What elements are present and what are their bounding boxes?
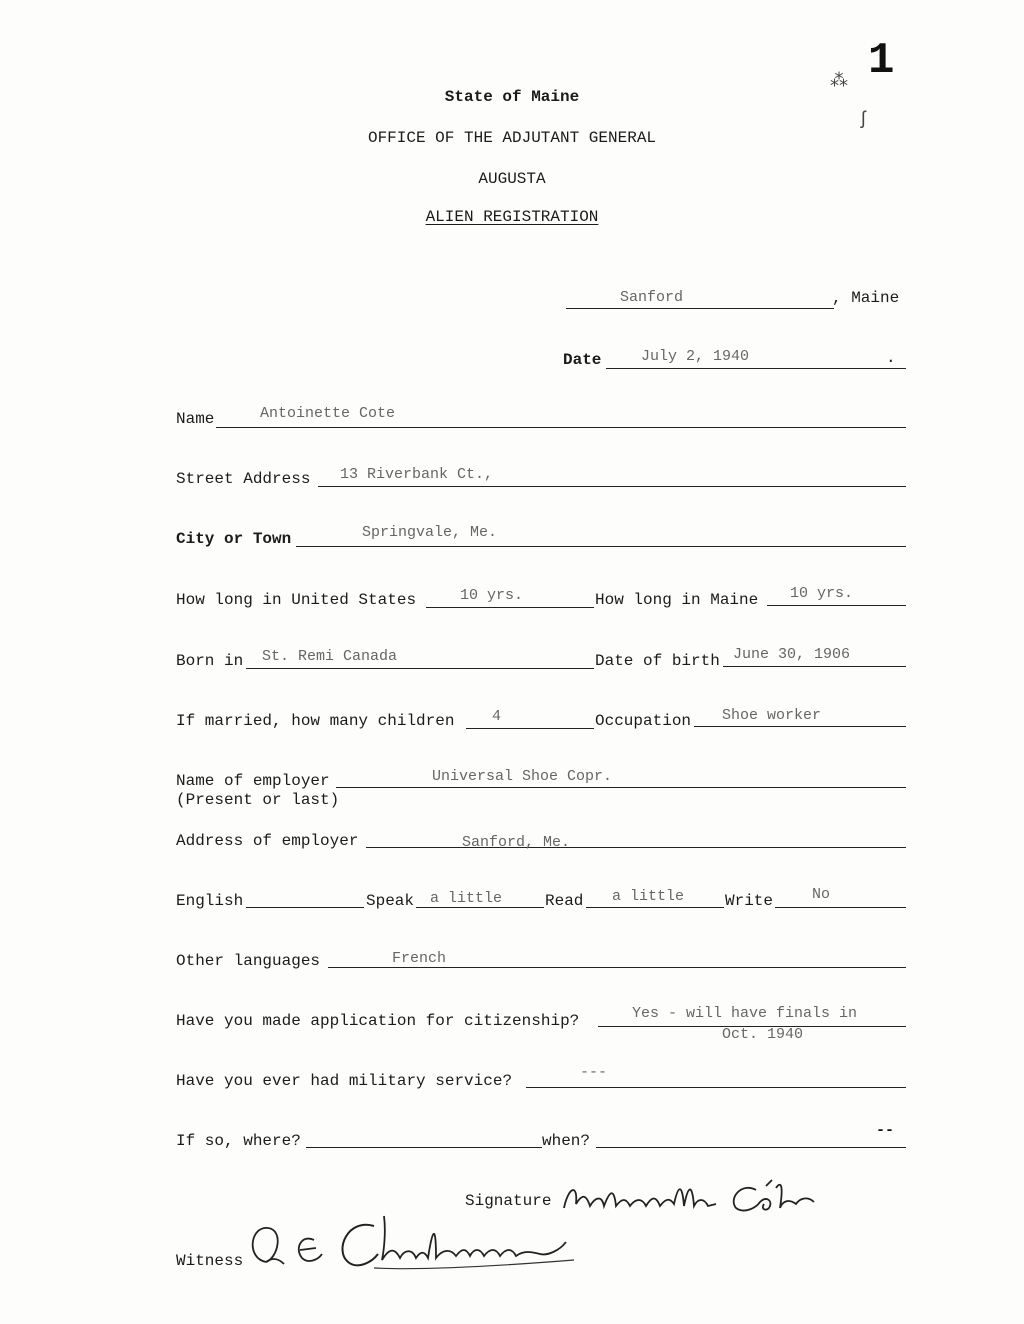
how-long-maine-label: How long in Maine <box>595 591 759 609</box>
city-heading: AUGUSTA <box>478 170 546 188</box>
date-period: . <box>886 349 896 367</box>
born-in-label: Born in <box>176 652 244 670</box>
english-line <box>246 907 364 908</box>
how-long-us-label: How long in United States <box>176 591 417 609</box>
born-in-line <box>246 668 594 669</box>
signature-image <box>556 1168 846 1220</box>
name-value: Antoinette Cote <box>260 405 396 422</box>
employer-label: Name of employer <box>176 772 330 790</box>
name-line <box>216 427 906 428</box>
read-value: a little <box>612 888 685 905</box>
when-label: when? <box>542 1132 591 1150</box>
how-long-us-line <box>426 607 594 608</box>
employer-address-label: Address of employer <box>176 832 359 850</box>
name-label: Name <box>176 410 215 428</box>
street-line <box>318 486 906 487</box>
state-heading: State of Maine <box>444 88 580 106</box>
other-languages-value: French <box>392 950 447 967</box>
date-value: July 2, 1940 <box>641 348 750 365</box>
occupation-label: Occupation <box>595 712 692 730</box>
other-languages-line <box>328 967 906 968</box>
employer-value: Universal Shoe Copr. <box>432 768 613 785</box>
military-line <box>526 1087 906 1088</box>
when-line <box>596 1147 906 1148</box>
city-line <box>296 546 906 547</box>
employer-address-line <box>366 847 906 848</box>
employer-line <box>336 787 906 788</box>
speak-label: Speak <box>366 892 415 910</box>
children-line <box>466 728 594 729</box>
citizenship-value-line2: Oct. 1940 <box>722 1026 804 1043</box>
employer-sublabel: (Present or last) <box>176 791 340 809</box>
date-label: Date <box>563 351 602 369</box>
witness-label: Witness <box>176 1252 244 1270</box>
stray-mark-icon: ⁂ <box>830 72 848 92</box>
street-label: Street Address <box>176 470 311 488</box>
how-long-us-value: 10 yrs. <box>460 587 524 604</box>
date-of-birth-line <box>723 666 906 667</box>
how-long-maine-value: 10 yrs. <box>790 585 854 602</box>
date-of-birth-label: Date of birth <box>595 652 720 670</box>
read-label: Read <box>545 892 584 910</box>
how-long-maine-line <box>767 605 906 606</box>
citizenship-label: Have you made application for citizenship? <box>176 1012 580 1030</box>
write-line <box>775 907 906 908</box>
town-value: Sanford <box>620 289 684 306</box>
page-number-mark: 1 <box>868 36 895 86</box>
other-languages-label: Other languages <box>176 952 321 970</box>
citizenship-value-line1: Yes - will have finals in <box>632 1005 858 1022</box>
military-value: --- <box>580 1064 608 1081</box>
children-label: If married, how many children <box>176 712 455 730</box>
employer-address-value: Sanford, Me. <box>462 834 571 851</box>
office-heading: OFFICE OF THE ADJUTANT GENERAL <box>367 129 657 147</box>
write-value: No <box>812 886 831 903</box>
signature-label: Signature <box>465 1192 552 1210</box>
where-line <box>306 1147 542 1148</box>
where-label: If so, where? <box>176 1132 301 1150</box>
read-line <box>586 907 724 908</box>
city-label: City or Town <box>176 530 292 548</box>
city-value: Springvale, Me. <box>362 524 498 541</box>
speak-value: a little <box>430 890 503 907</box>
stray-tick-icon: ʃ <box>858 110 869 130</box>
date-line <box>606 368 906 369</box>
english-label: English <box>176 892 244 910</box>
state-label: , Maine <box>832 289 900 307</box>
witness-signature-image <box>244 1212 584 1274</box>
date-of-birth-value: June 30, 1906 <box>733 646 851 663</box>
military-label: Have you ever had military service? <box>176 1072 513 1090</box>
children-value: 4 <box>492 708 502 725</box>
write-label: Write <box>725 892 774 910</box>
speak-line <box>416 907 544 908</box>
when-value: -- <box>876 1122 895 1139</box>
town-line <box>566 308 834 309</box>
occupation-value: Shoe worker <box>722 707 822 724</box>
occupation-line <box>694 726 906 727</box>
form-title: ALIEN REGISTRATION <box>425 208 599 226</box>
street-value: 13 Riverbank Ct., <box>340 466 494 483</box>
born-in-value: St. Remi Canada <box>262 648 398 665</box>
